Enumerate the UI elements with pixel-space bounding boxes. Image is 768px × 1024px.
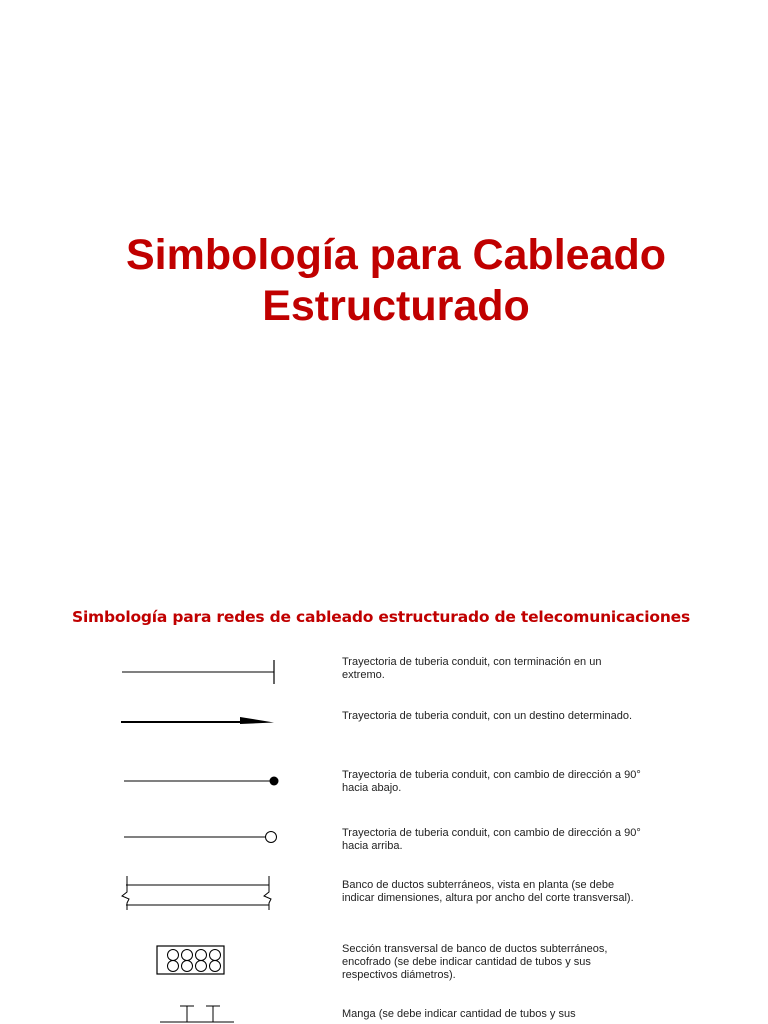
conduit-open-circle-up-icon [110, 820, 300, 854]
duct-bank-cross-section-icon [110, 942, 300, 978]
symbol-description-5: Banco de ductos subterráneos, vista en planta (se debe indicar dimensiones, altura por ancho del corte transversal). [342, 879, 634, 904]
symbol-description-1: Trayectoria de tuberia conduit, con terminación en un extremo. [342, 656, 602, 681]
symbol-description-6: Sección transversal de banco de ductos subterráneos, encofrado (se debe indicar cantidad de tubos y sus respectivos diámetros). [342, 943, 608, 981]
symbol-description-7: Manga (se debe indicar cantidad de tubos y sus [342, 1008, 576, 1020]
duct-bank-plan-view-icon [110, 872, 300, 912]
conduit-filled-dot-down-icon [110, 764, 300, 798]
slide-title [0, 230, 768, 332]
slide-title-line-1: Simbología para Cableado [126, 231, 666, 279]
symbol-description-4: Trayectoria de tuberia conduit, con cambio de dirección a 90° hacia arriba. [342, 827, 641, 852]
symbol-description-2: Trayectoria de tuberia conduit, con un destino determinado. [342, 710, 633, 722]
conduit-arrow-destination-icon [110, 705, 300, 739]
slide-title-line-2: Estructurado [262, 282, 530, 330]
symbol-description-3: Trayectoria de tuberia conduit, con cambio de dirección a 90° hacia abajo. [342, 769, 641, 794]
sleeve-icon [110, 1000, 300, 1024]
conduit-end-terminated-icon [110, 655, 300, 689]
section-heading: Simbología para redes de cableado estructurado de telecomunicaciones [71, 608, 690, 626]
